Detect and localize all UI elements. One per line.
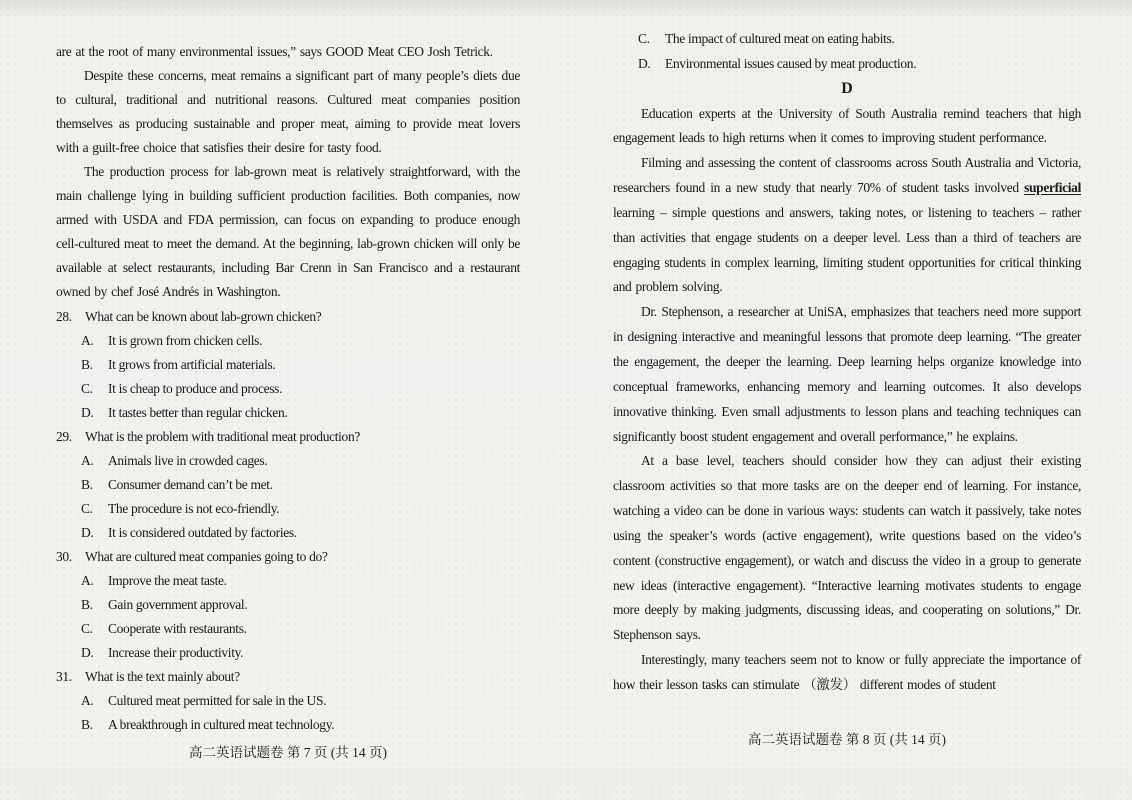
option-text: Animals live in crowded cages.: [108, 452, 268, 468]
question-text: What is the problem with traditional meat production?: [85, 428, 360, 444]
answer-option: [56, 713, 520, 737]
passage-paragraph: At a base level, teachers should consider how they can adjust their existing classroom activities so that more tasks are on the deeper end of learning. For instance, watching a video can be done in various ways: students can watch it passively, take notes using the speaker’s words (active engagement), write questions based on the video’s content (constructive engagement), or watch and discuss the video in a group to generate new ideas (interactive engagement). “Interactive learning motivates students to engage more deeply by making judgments, discussing ideas, and cooperating on solutions,” Dr. Stephenson says.: [613, 453, 1081, 643]
answer-option: [56, 641, 520, 665]
answer-option: [56, 497, 520, 521]
answer-option: [56, 329, 520, 353]
option-text: It grows from artificial materials.: [108, 356, 276, 372]
answer-option: [56, 617, 520, 641]
option-text: Cultured meat permitted for sale in the US.: [108, 693, 327, 709]
passage-paragraph: The production process for lab-grown meat is relatively straightforward, with the main challenge lying in building sufficient production facilities. Both companies, now armed with USDA and FDA permission, can focus on expanding to produce enough cell-cultured meat to meet the demand. At the beginning, lab-grown chicken will only be available at select restaurants, including Bar Crenn in San Francisco and a restaurant owned by chef José Andrés in Washington.: [56, 164, 520, 300]
option-text: It is considered outdated by factories.: [108, 524, 297, 540]
question-number: 29.: [56, 428, 72, 444]
passage-paragraph: Dr. Stephenson, a researcher at UniSA, emphasizes that teachers need more support in designing interactive and meaningful lessons that promote deep learning. “The greater the engagement, the deeper the learning. Deep learning helps organize knowledge into conceptual frameworks, enhancing memory and learning outcomes. It also develops innovative thinking. Even small adjustments to lesson plans and teaching techniques can significantly boost student engagement and overall performance,” he explains.: [613, 304, 1081, 444]
option-text: The impact of cultured meat on eating habits.: [665, 31, 895, 46]
option-text: It is grown from chicken cells.: [108, 332, 263, 348]
page-footer-8: 高二英语试题卷 第 8 页 (共 14 页): [748, 732, 946, 747]
paragraph-text: Filming and assessing the content of classrooms across South Australia and Victoria, researchers found in a new study that nearly 70% of student tasks involved: [613, 155, 1081, 196]
exam-page-7: [56, 40, 520, 737]
passage-paragraph: Education experts at the University of South Australia remind teachers that high engagement leads to high returns when it comes to improving student performance.: [613, 105, 1081, 146]
passage-paragraph: [613, 151, 1081, 300]
option-label: A.: [81, 452, 94, 468]
question-text: What is the text mainly about?: [85, 669, 240, 685]
exam-page-8: [613, 27, 1081, 698]
paragraph-text: learning – simple questions and answers, taking notes, or listening to teachers – rather than activities that engage students on a deeper level. Less than a third of teachers are engaging students in complex learning, limiting student opportunities for critical thinking and problem solving.: [613, 204, 1081, 295]
option-text: The procedure is not eco-friendly.: [108, 500, 280, 516]
answer-option: [56, 593, 520, 617]
option-label: C.: [81, 380, 93, 396]
answer-option: [56, 473, 520, 497]
question-28: [56, 305, 520, 425]
question-text: What can be known about lab-grown chicken?: [85, 308, 322, 324]
answer-option: [613, 52, 1081, 77]
question-number: 30.: [56, 548, 72, 564]
option-label: B.: [81, 597, 93, 613]
answer-option: [56, 401, 520, 425]
question-30: [56, 545, 520, 665]
question-29: [56, 425, 520, 545]
question-31: [56, 665, 520, 737]
option-text: Increase their productivity.: [108, 645, 244, 661]
option-label: A.: [81, 693, 94, 709]
answer-option: [56, 569, 520, 593]
question-number: 31.: [56, 669, 72, 685]
question-number: 28.: [56, 308, 72, 324]
passage-paragraph: are at the root of many environmental issues,” says GOOD Meat CEO Josh Tetrick.: [56, 44, 493, 59]
underlined-word: superficial: [1024, 180, 1081, 196]
option-label: B.: [81, 717, 93, 733]
option-label: C.: [81, 621, 93, 637]
answer-option: [56, 377, 520, 401]
passage-section-heading: D: [841, 79, 853, 97]
answer-option: [613, 27, 1081, 52]
question-text: What are cultured meat companies going to do?: [85, 548, 328, 564]
option-text: Cooperate with restaurants.: [108, 621, 247, 637]
option-text: Consumer demand can’t be met.: [108, 476, 273, 492]
option-label: D.: [81, 404, 94, 420]
page-footer-7: 高二英语试题卷 第 7 页 (共 14 页): [189, 745, 387, 760]
option-label: A.: [81, 332, 94, 348]
answer-option: [56, 689, 520, 713]
answer-option: [56, 521, 520, 545]
option-label: D.: [81, 645, 94, 661]
option-label: C.: [638, 31, 650, 46]
option-label: A.: [81, 573, 94, 589]
option-text: It tastes better than regular chicken.: [108, 404, 288, 420]
answer-option: [56, 449, 520, 473]
answer-option: [56, 353, 520, 377]
passage-paragraph: Interestingly, many teachers seem not to know or fully appreciate the importance of how their lesson tasks can stimulate （激发） different modes of student: [613, 652, 1081, 692]
option-text: Environmental issues caused by meat production.: [665, 55, 917, 71]
option-text: A breakthrough in cultured meat technology.: [108, 717, 335, 733]
option-label: B.: [81, 476, 93, 492]
option-label: D.: [81, 524, 94, 540]
option-label: D.: [638, 55, 651, 71]
option-text: Improve the meat taste.: [108, 573, 227, 589]
option-label: B.: [81, 356, 93, 372]
option-label: C.: [81, 500, 93, 516]
passage-paragraph: Despite these concerns, meat remains a significant part of many people’s diets due to cultural, traditional and nutritional reasons. Cultured meat companies position themselves as producing sustainable and proper meat, aiming to provide meat lovers with a guilt-free choice that satisfies their desire for tasty food.: [56, 68, 520, 156]
option-text: It is cheap to produce and process.: [108, 380, 283, 396]
option-text: Gain government approval.: [108, 597, 248, 613]
